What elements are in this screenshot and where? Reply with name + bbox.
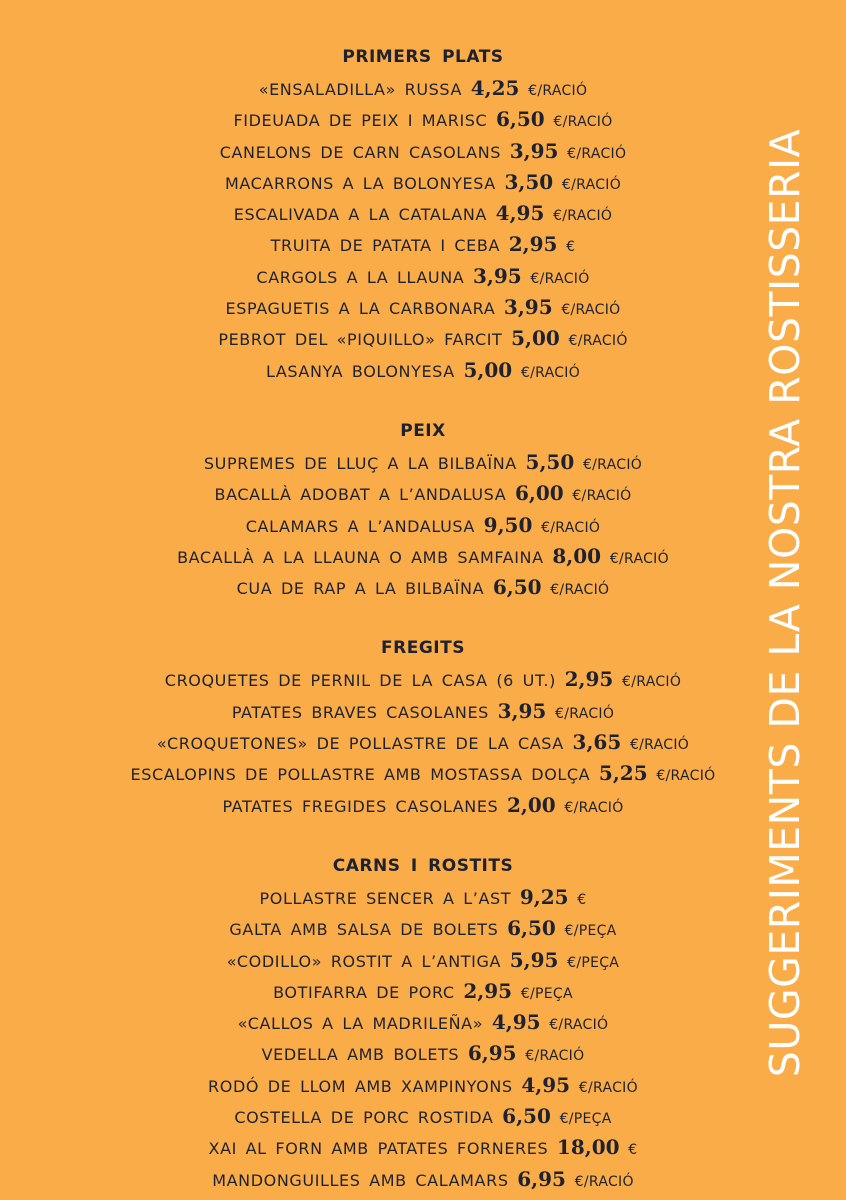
section-gap — [0, 821, 846, 851]
item-unit: €/RACIÓ — [622, 674, 682, 691]
menu-item — [0, 976, 846, 1007]
item-name: VEDELLA AMB BOLETS — [261, 1045, 460, 1065]
item-price: 5,00 — [511, 326, 560, 351]
menu-item — [0, 447, 846, 478]
item-price: 5,25 — [598, 761, 648, 786]
item-unit: €/RACIÓ — [629, 737, 690, 754]
item-name: «CODILLO» ROSTIT A L’ANTIGA — [226, 951, 502, 971]
menu-item — [0, 136, 846, 167]
menu-item — [0, 1132, 846, 1163]
item-price: 5,00 — [463, 357, 513, 382]
item-price: 6,50 — [507, 916, 556, 941]
menu-item — [0, 229, 846, 260]
item-price: 2,00 — [506, 792, 556, 817]
item-name: CUA DE RAP A LA BILBAÏNA — [236, 579, 485, 599]
item-price: 9,25 — [519, 884, 569, 909]
menu-item — [0, 1070, 846, 1101]
item-price: 4,95 — [521, 1072, 571, 1097]
menu-item — [0, 1164, 846, 1195]
item-unit: €/RACIÓ — [567, 145, 627, 162]
section-title: PEIX — [400, 420, 446, 441]
item-name: MACARRONS A LA BOLONYESA — [224, 173, 496, 193]
item-price: 6,50 — [492, 575, 542, 600]
menu-item — [0, 945, 846, 976]
section-title: CARNS I ROSTITS — [332, 855, 514, 876]
menu-item — [0, 1007, 846, 1038]
item-name: BACALLÀ A LA LLAUNA O AMB SAMFAINA — [177, 547, 544, 567]
menu-item — [0, 727, 846, 758]
menu-item — [0, 882, 846, 913]
menu-item — [0, 572, 846, 603]
item-name: PATATES FREGIDES CASOLANES — [222, 796, 499, 816]
menu-item — [0, 261, 846, 292]
item-price: 3,95 — [503, 295, 553, 320]
item-price: 2,95 — [564, 667, 614, 692]
item-name: SUPREMES DE LLUÇ A LA BILBAÏNA — [203, 453, 517, 473]
item-unit: €/RACIÓ — [574, 1173, 634, 1190]
menu-item — [0, 1038, 846, 1069]
menu-item — [0, 1101, 846, 1132]
item-name: PEBROT DEL «PIQUILLO» FARCIT — [218, 330, 503, 350]
menu-item — [0, 478, 846, 509]
item-unit: €/PEÇA — [564, 923, 617, 940]
item-unit: €/RACIÓ — [572, 488, 632, 505]
item-unit: €/RACIÓ — [541, 519, 601, 536]
section-title: FREGITS — [381, 638, 465, 659]
item-name: ESPAGUETIS A LA CARBONARA — [225, 299, 496, 319]
item-unit: €/RACIÓ — [555, 705, 615, 722]
item-price: 9,50 — [483, 512, 533, 537]
item-unit: €/RACIÓ — [564, 799, 624, 816]
item-name: «ENSALADILLA» RUSSA — [258, 80, 463, 99]
item-unit: €/PEÇA — [520, 985, 573, 1002]
item-unit: €/PEÇA — [567, 954, 620, 971]
menu-item — [0, 198, 846, 229]
section-gap — [0, 603, 846, 633]
item-unit: €/RACIÓ — [520, 364, 581, 381]
item-price: 2,95 — [508, 232, 558, 257]
menu-item — [0, 696, 846, 727]
menu-item — [0, 167, 846, 198]
item-unit: € — [628, 1142, 638, 1159]
item-name: TRUITA DE PATATA I CEBA — [270, 236, 501, 256]
item-price: 4,95 — [491, 1010, 541, 1035]
menu-list — [0, 42, 846, 1195]
item-unit: €/RACIÓ — [609, 550, 669, 567]
item-name: BOTIFARRA DE PORC — [273, 982, 455, 1002]
item-price: 6,50 — [502, 1104, 551, 1129]
item-price: 3,95 — [509, 138, 559, 163]
item-name: GALTA AMB SALSA DE BOLETS — [229, 920, 499, 940]
item-price: 2,95 — [463, 978, 513, 1003]
item-unit: €/RACIÓ — [549, 1017, 609, 1034]
item-unit: €/RACIÓ — [553, 208, 613, 225]
item-name: MANDONGUILLES AMB CALAMARS — [212, 1170, 509, 1190]
item-price: 6,95 — [467, 1041, 517, 1066]
item-name: XAI AL FORN AMB PATATES FORNERES — [208, 1139, 549, 1159]
menu-item — [0, 104, 846, 135]
item-unit: €/RACIÓ — [553, 114, 613, 131]
item-unit: €/RACIÓ — [561, 302, 621, 319]
item-unit: €/PEÇA — [559, 1111, 612, 1128]
item-unit: €/RACIÓ — [530, 270, 590, 287]
item-name: CROQUETES DE PERNIL DE LA CASA (6 UT.) — [164, 671, 556, 691]
item-name: CANELONS DE CARN CASOLANS — [219, 142, 502, 162]
item-unit: €/RACIÓ — [525, 1048, 585, 1065]
item-price: 4,25 — [470, 76, 520, 100]
item-name: ESCALOPINS DE POLLASTRE AMB MOSTASSA DOLÇA — [130, 765, 591, 785]
menu-item — [0, 790, 846, 821]
menu-item — [0, 541, 846, 572]
menu-item — [0, 323, 846, 354]
item-price: 18,00 — [556, 1135, 620, 1160]
item-price: 8,00 — [552, 543, 602, 568]
item-unit: €/RACIÓ — [561, 176, 622, 193]
item-name: FIDEUADA DE PEIX I MARISC — [233, 111, 488, 131]
item-unit: €/RACIÓ — [582, 456, 643, 473]
item-unit: €/RACIÓ — [528, 83, 588, 99]
item-name: PATATES BRAVES CASOLANES — [231, 702, 489, 722]
menu-item — [0, 292, 846, 323]
menu-item — [0, 758, 846, 789]
item-unit: €/RACIÓ — [550, 582, 610, 599]
item-unit: €/RACIÓ — [656, 768, 716, 785]
item-name: RODÓ DE LLOM AMB XAMPINYONS — [208, 1076, 513, 1096]
item-unit: €/RACIÓ — [578, 1079, 638, 1096]
item-price: 6,00 — [514, 481, 564, 506]
side-title: SUGGERIMENTS DE LA NOSTRA ROSTISSERIA — [761, 128, 809, 1078]
menu-item — [0, 73, 846, 104]
item-name: LASANYA BOLONYESA — [265, 361, 455, 381]
menu-item — [0, 913, 846, 944]
item-price: 3,65 — [572, 730, 622, 755]
item-name: POLLASTRE SENCER A L’AST — [259, 888, 512, 908]
item-price: 3,50 — [504, 169, 554, 194]
section-title: PRIMERS PLATS — [342, 47, 504, 67]
item-unit: €/RACIÓ — [568, 333, 628, 350]
menu-item — [0, 664, 846, 695]
item-price: 6,95 — [517, 1166, 566, 1191]
menu-item — [0, 510, 846, 541]
item-unit: € — [577, 891, 587, 908]
item-name: ESCALIVADA A LA CATALANA — [233, 205, 487, 225]
item-price: 6,50 — [495, 107, 545, 132]
item-price: 5,50 — [525, 449, 575, 474]
item-price: 3,95 — [497, 698, 547, 723]
item-name: CARGOLS A LA LLAUNA — [256, 267, 465, 287]
item-name: «CALLOS A LA MADRILEÑA» — [237, 1014, 484, 1034]
menu-item — [0, 355, 846, 386]
item-unit: € — [566, 239, 576, 256]
item-name: COSTELLA DE PORC ROSTIDA — [234, 1108, 494, 1128]
item-price: 3,95 — [473, 263, 522, 288]
item-price: 5,95 — [509, 947, 559, 972]
item-price: 4,95 — [495, 201, 545, 226]
item-name: BACALLÀ ADOBAT A L’ANDALUSA — [214, 485, 507, 505]
item-name: «CROQUETONES» DE POLLASTRE DE LA CASA — [156, 734, 564, 754]
item-name: CALAMARS A L’ANDALUSA — [245, 516, 475, 536]
section-gap — [0, 386, 846, 416]
